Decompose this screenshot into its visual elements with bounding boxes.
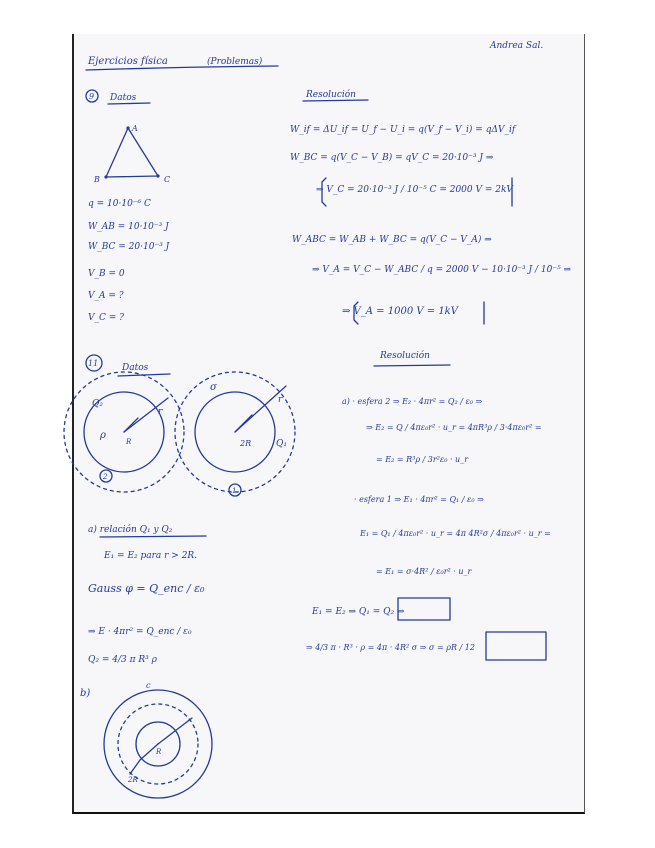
p11-right-line: = E₁ = σ·4R² / ε₀r² · u_r	[376, 567, 472, 576]
label-rho: ρ	[100, 430, 106, 441]
p11-right-line: ⇒ 4/3 π · R³ · ρ = 4π · 4R² σ ⇒ σ = ρR / 12	[306, 643, 475, 652]
p9-data-underline	[108, 103, 150, 104]
p11-right-line: = E₂ = R³ρ / 3r²ε₀ · u_r	[376, 455, 469, 464]
label-small-r: R	[126, 438, 132, 446]
p11-resolution-underline	[374, 365, 450, 366]
p11-left-line: b)	[80, 688, 91, 699]
result-box-sigma	[486, 632, 546, 660]
result-box-q1-q2	[398, 598, 450, 620]
label-q2: Q₂	[92, 399, 103, 409]
p11-right-line: ⇒ E₂ = Q / 4πε₀r² · u_r = 4πR³ρ / 3·4πε₀r² =	[366, 423, 542, 432]
p11-right-line: · esfera 1 ⇒ E₁ · 4πr² = Q₁ / ε₀ ⇒	[354, 495, 484, 504]
label-r: r	[158, 407, 163, 417]
p11-resolution-title: Resolución	[380, 351, 430, 361]
label-c: c	[146, 681, 151, 690]
label-2r-b: 2R	[128, 776, 138, 784]
header-subtitle: (Problemas)	[207, 57, 263, 67]
p9-resolution-line: W_if = ΔU_if = U_f − U_i = q(V_f − V_i) = qΔV_if	[290, 125, 516, 135]
label-r-b: R	[156, 748, 162, 756]
underline	[100, 536, 206, 537]
p11-right-line: a) · esfera 2 ⇒ E₂ · 4πr² = Q₂ / ε₀ ⇒	[342, 397, 483, 406]
p11-left-line: Q₂ = 4/3 π R³ ρ	[88, 655, 157, 665]
p9-data-line: V_B = 0	[88, 269, 125, 279]
vertex-c-label: C	[164, 175, 171, 184]
p9-resolution-line: W_ABC = W_AB + W_BC = q(V_C − V_A) ⇒	[292, 235, 492, 245]
radius-small-r	[124, 418, 138, 432]
p11-right-line: E₁ = E₂ ⇒ Q₁ = Q₂ ⇒	[312, 607, 405, 617]
p9-resolution-underline	[303, 100, 368, 101]
p9-resolution-title: Resolución	[306, 90, 356, 100]
label-sphere-2: 2	[103, 473, 108, 481]
p9-data-line: V_C = ?	[88, 313, 124, 323]
p9-data-line: V_A = ?	[88, 291, 124, 301]
radius-2r-b	[130, 744, 158, 774]
p11-left-line: Gauss φ = Q_enc / ε₀	[88, 582, 205, 595]
p9-data-line: W_BC = 20·10⁻³ J	[88, 242, 170, 252]
triangle-abc	[106, 128, 158, 177]
p11-data-title: Datos	[122, 363, 149, 373]
p11-right-line: E₁ = Q₁ / 4πε₀r² · u_r = 4π 4R²σ / 4πε₀r² · u_r =	[360, 529, 551, 538]
vertex-b-label: B	[94, 175, 100, 184]
radius-2r	[235, 415, 252, 432]
label-2r: 2R	[240, 439, 252, 448]
p9-data-line: q = 10·10⁻⁶ C	[88, 199, 151, 209]
p9-resolution-line: W_BC = q(V_C − V_B) = qV_C = 20·10⁻³ J ⇒	[290, 153, 494, 163]
p9-resolution-line: ⇒ V_A = V_C − W_ABC / q = 2000 V − 10·10⁻³ J / 10⁻⁵ ⇒	[312, 265, 572, 275]
problem-9-number: 9	[89, 92, 95, 101]
problem-11-number: 11	[88, 359, 99, 368]
label-r: r	[278, 395, 283, 405]
label-q1: Q₁	[276, 439, 287, 449]
radius-b	[158, 718, 192, 744]
header-title: Ejercicios física	[88, 56, 168, 67]
label-sphere-1: 1	[232, 487, 237, 495]
p11-left-line: ⇒ E · 4πr² = Q_enc / ε₀	[88, 627, 192, 637]
label-sigma: σ	[210, 382, 217, 393]
p11-left-line: E₁ = E₂ para r > 2R.	[104, 551, 198, 561]
p11-left-line: a) relación Q₁ y Q₂	[88, 525, 173, 535]
p9-data-title: Datos	[110, 93, 137, 103]
p9-data-line: W_AB = 10·10⁻³ J	[88, 222, 169, 232]
p9-resolution-line: ⇒ V_C = 20·10⁻³ J / 10⁻⁵ C = 2000 V = 2kV	[316, 185, 513, 195]
author-name: Andrea Sal.	[490, 41, 544, 51]
vertex-a-label: A	[132, 124, 138, 133]
p9-resolution-line: ⇒ V_A = 1000 V = 1kV	[342, 306, 458, 317]
